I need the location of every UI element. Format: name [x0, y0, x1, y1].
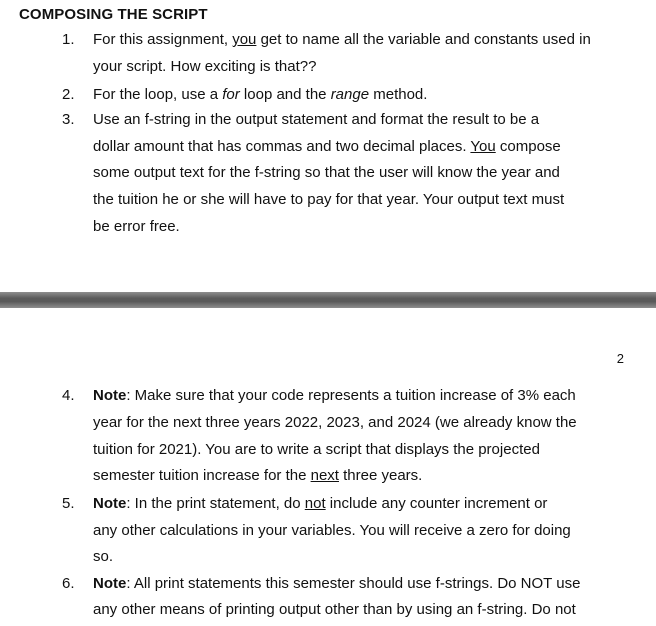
section-heading: COMPOSING THE SCRIPT — [19, 6, 208, 23]
underlined-text: You — [470, 138, 496, 155]
text-run: include any counter increment or — [325, 495, 548, 512]
text-run: any other means of printing output other than by using an f-string. Do not — [93, 601, 576, 618]
text-run: some output text for the f-string so that the user will know the year and — [93, 164, 560, 181]
document-page-2 — [0, 308, 656, 626]
text-run: : Make sure that your code represents a tuition increase of 3% each — [126, 387, 576, 404]
list-item-text-line — [93, 414, 577, 431]
text-run: For this assignment, — [93, 31, 233, 48]
list-item-text-line — [93, 548, 113, 565]
document-page-1 — [0, 0, 656, 292]
text-run: For the loop, use a — [93, 86, 223, 103]
page-separator — [0, 292, 656, 308]
list-item-number: 4. — [62, 387, 75, 404]
list-item-text-line — [93, 575, 580, 592]
bold-text: Note — [93, 387, 127, 404]
text-run: tuition for 2021). You are to write a script that displays the projected — [93, 441, 540, 458]
text-run: loop and the — [239, 86, 331, 103]
list-item-text-line — [93, 31, 591, 48]
text-run: method. — [369, 86, 428, 103]
text-run: Use an f-string in the output statement and format the result to be a — [93, 111, 540, 128]
list-item-text-line — [93, 164, 560, 181]
list-item-number: 3. — [62, 111, 75, 128]
list-item-text-line — [93, 138, 561, 155]
list-item-number: 2. — [62, 86, 75, 103]
text-run: be error free. — [93, 218, 180, 235]
list-item-text-line — [93, 86, 427, 103]
text-run: year for the next three years 2022, 2023, and 2024 (we already know the — [93, 414, 577, 431]
text-run: : All print statements this semester should use f-strings. Do NOT use — [126, 575, 581, 592]
text-run: your script. How exciting is that?? — [93, 58, 317, 75]
text-run: so. — [93, 548, 114, 565]
text-run: : In the print statement, do — [126, 495, 305, 512]
text-run: dollar amount that has commas and two decimal places. — [93, 138, 471, 155]
list-item-text-line — [93, 441, 540, 458]
list-item-number: 6. — [62, 575, 75, 592]
list-item-text-line — [93, 111, 539, 128]
list-item-text-line — [93, 218, 180, 235]
list-item-text-line — [93, 522, 571, 539]
underlined-text: next — [310, 467, 339, 484]
bold-text: Note — [93, 495, 127, 512]
list-item-text-line — [93, 58, 316, 75]
text-run: semester tuition increase for the — [93, 467, 311, 484]
list-item-text-line — [93, 601, 576, 618]
italic-text: range — [330, 86, 370, 103]
bold-text: Note — [93, 575, 127, 592]
underlined-text: not — [304, 495, 326, 512]
underlined-text: you — [232, 31, 257, 48]
text-run: get to name all the variable and constants used in — [256, 31, 591, 48]
list-item-text-line — [93, 387, 576, 404]
list-item-number: 1. — [62, 31, 75, 48]
text-run: the tuition he or she will have to pay for that year. Your output text must — [93, 191, 565, 208]
italic-text: for — [222, 86, 240, 103]
text-run: any other calculations in your variables. You will receive a zero for doing — [93, 522, 571, 539]
list-item-text-line — [93, 467, 422, 484]
text-run: compose — [495, 138, 561, 155]
list-item-number: 5. — [62, 495, 75, 512]
list-item-text-line — [93, 191, 564, 208]
text-run: three years. — [338, 467, 423, 484]
list-item-text-line — [93, 495, 547, 512]
page-number: 2 — [616, 351, 624, 366]
